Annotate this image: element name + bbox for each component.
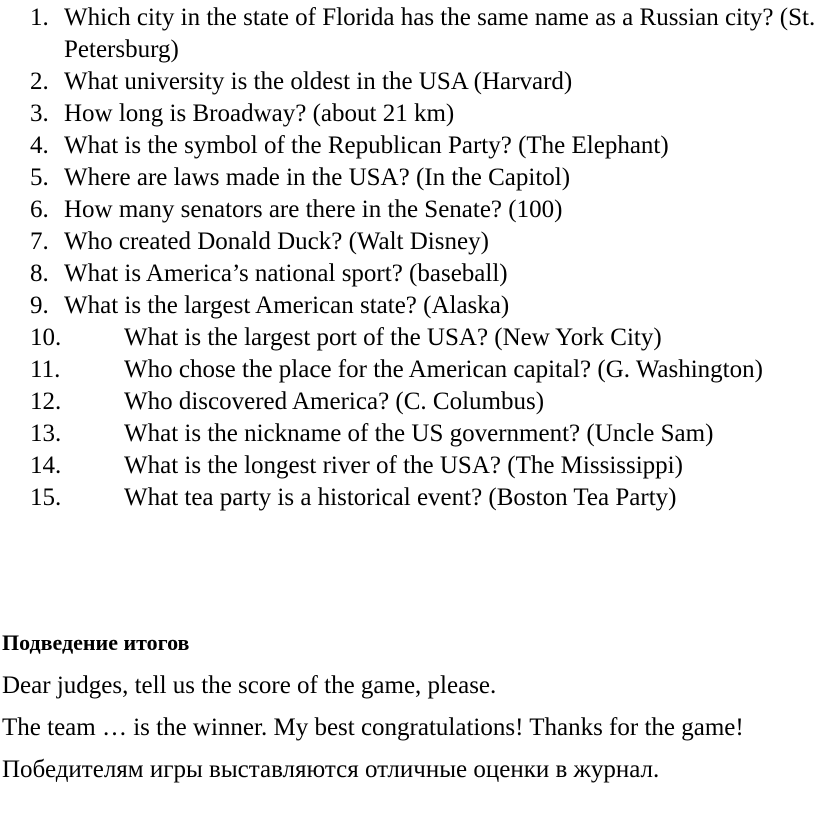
list-item [0,98,816,130]
list-item [0,162,816,194]
summary-section [2,628,802,796]
question-number: 5. [30,164,49,191]
question-number: 4. [30,132,49,159]
question-number: 3. [30,100,49,127]
question-text: Who chose the place for the American capital? (G. Washington) [124,356,763,383]
list-item [0,194,816,226]
list-item [0,290,816,322]
question-number: 9. [30,292,49,319]
list-item [0,354,816,386]
question-text: What is the longest river of the USA? (The Mississippi) [124,452,683,479]
summary-heading: Подведение итогов [2,630,190,655]
question-text: How many senators are there in the Senate? (100) [64,196,563,223]
question-text: Who created Donald Duck? (Walt Disney) [64,228,489,255]
list-item [0,322,816,354]
question-text: What is the nickname of the US government? (Uncle Sam) [124,420,714,447]
list-item [0,418,816,450]
question-number: 1. [30,4,49,31]
question-text: What is the symbol of the Republican Party? (The Elephant) [64,132,669,159]
question-text: Which city in the state of Florida has the same name as a Russian city? (St. Petersburg) [64,4,816,63]
list-item [0,450,816,482]
list-item [0,2,816,66]
list-item [0,130,816,162]
list-item [0,226,816,258]
quiz-question-list [0,2,816,514]
question-text: What is America’s national sport? (baseball) [64,260,508,287]
question-number: 2. [30,68,49,95]
question-text: Where are laws made in the USA? (In the Capitol) [64,164,571,191]
question-number: 15. [30,484,62,511]
question-number: 8. [30,260,49,287]
summary-paragraph: Dear judges, tell us the score of the game, please. [2,672,497,699]
question-text: How long is Broadway? (about 21 km) [64,100,455,127]
question-text: What tea party is a historical event? (Boston Tea Party) [124,484,677,511]
question-number: 6. [30,196,49,223]
summary-paragraph: Победителям игры выставляются отличные оценки в журнал. [2,756,660,783]
question-number: 14. [30,452,62,479]
list-item [0,482,816,514]
question-number: 11. [30,356,61,383]
list-item [0,66,816,98]
question-number: 7. [30,228,49,255]
summary-paragraph: The team … is the winner. My best congratulations! Thanks for the game! [2,714,744,741]
question-number: 12. [30,388,62,415]
list-item [0,258,816,290]
list-item [0,386,816,418]
question-text: What is the largest American state? (Alaska) [64,292,510,319]
question-text: Who discovered America? (C. Columbus) [124,388,545,415]
question-text: What university is the oldest in the USA (Harvard) [64,68,573,95]
question-text: What is the largest port of the USA? (New York City) [124,324,662,351]
question-number: 10. [30,324,62,351]
question-number: 13. [30,420,62,447]
